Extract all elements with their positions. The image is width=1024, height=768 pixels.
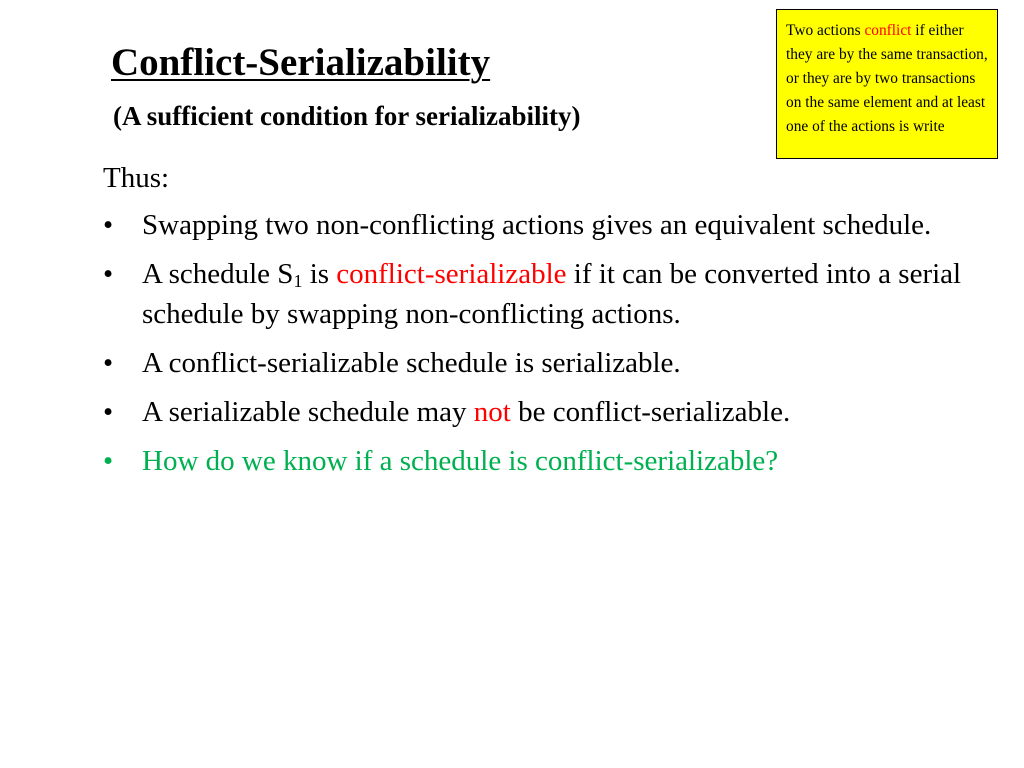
bullet-text: if it can be converted into a serial schedule by swapping non-conflicting actions. [142,258,962,330]
slide-subtitle: (A sufficient condition for serializability) [113,101,581,131]
bullet-item [103,254,963,334]
bullet-list [103,205,963,490]
bullet-text: A conflict-serializable schedule is serializable. [142,347,681,379]
note-text-before: Two actions [786,22,865,39]
slide-title: Conflict-Serializability [111,41,491,84]
bullet-marker: • [103,209,114,241]
conflict-definition-note [776,9,998,159]
bullet-marker: • [103,347,114,379]
bullet-item [103,343,963,383]
note-highlight-conflict: conflict [864,22,912,39]
intro-text: Thus: [103,162,170,194]
bullet-text: A serializable schedule may [142,396,474,428]
bullet-marker: • [103,396,114,428]
bullet-marker: • [103,258,114,290]
bullet-marker: • [103,445,114,477]
subscript-1: 1 [293,271,303,291]
term-conflict-serializable: conflict-serializable [336,258,567,290]
bullet-text: is [302,258,337,290]
bullet-item [103,392,963,432]
bullet-text: be conflict-serializable. [510,396,791,428]
bullet-text: A schedule S [142,258,294,290]
bullet-text: Swapping two non-conflicting actions gives an equivalent schedule. [142,209,932,241]
bullet-item [103,205,963,245]
bullet-item-question [103,441,963,481]
term-not: not [473,396,511,428]
bullet-text: How do we know if a schedule is conflict-serializable? [142,445,779,477]
note-text-after: if either they are by the same transaction, or they are by two transactions on the same element and at least one of the actions is write [786,22,988,135]
